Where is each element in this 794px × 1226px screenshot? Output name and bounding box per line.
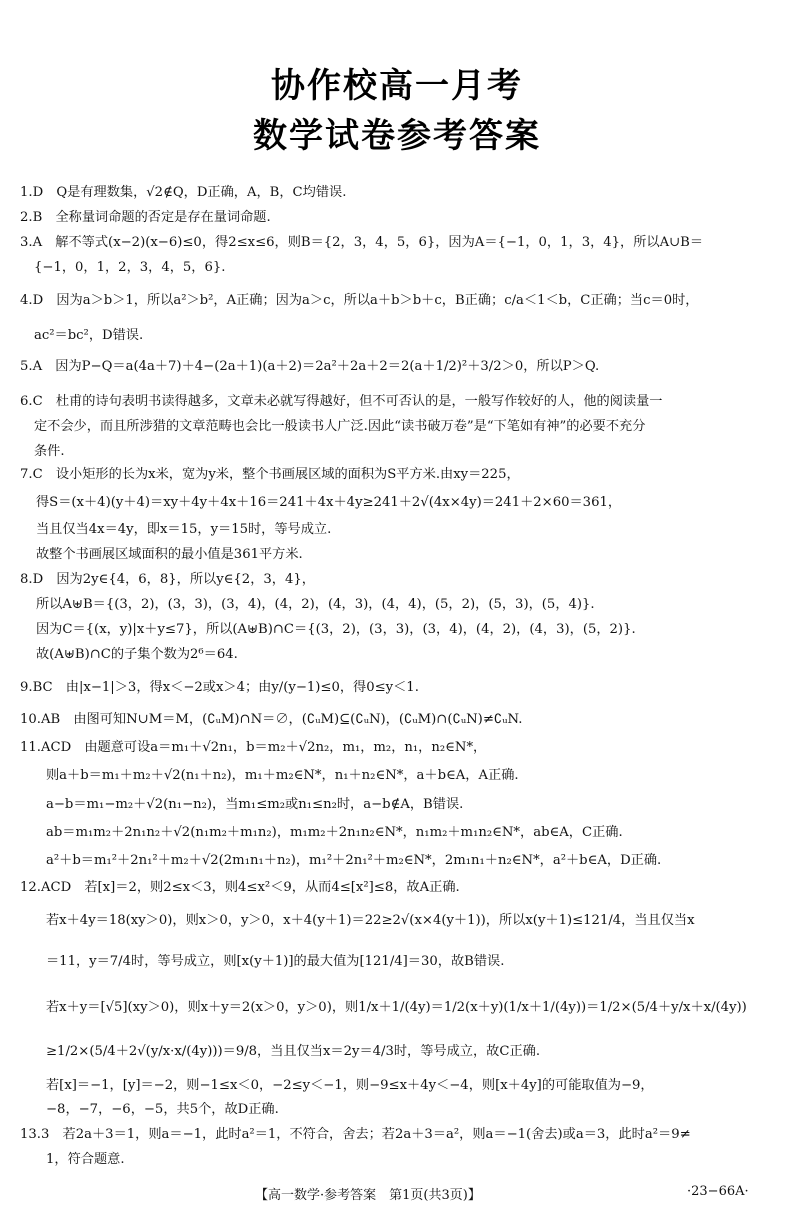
answer-line: 8.D 因为2y∈{4，6，8}，所以y∈{2，3，4}，: [20, 572, 315, 587]
answer-line: 当且仅当4x＝4y，即x＝15，y＝15时，等号成立.: [36, 522, 332, 537]
answer-line: 6.C 杜甫的诗句表明书读得越多，文章未必就写得越好，但不可否认的是，一般写作较好的人，他的阅读量一: [20, 394, 663, 409]
title-line-1: 协作校高一月考: [271, 66, 523, 106]
page-footer: 【高一数学·参考答案 第1页(共3页)】: [255, 1188, 481, 1203]
answer-line: 得S＝(x＋4)(y＋4)＝xy＋4y＋4x＋16＝241＋4x＋4y≥241＋2√(4x×4y)＝241＋2×60＝361，: [36, 495, 622, 510]
answer-line: 故整个书画展区域面积的最小值是361平方米.: [36, 547, 303, 562]
title-line-2: 数学试卷参考答案: [253, 116, 541, 156]
answer-line: 因为C＝{(x，y)|x＋y≤7}，所以(A⊎B)∩C＝{(3，2)，(3，3)，(3，4)，(4，2)，(4，3)，(5，2)}.: [36, 622, 636, 637]
answer-line: {−1，0，1，2，3，4，5，6}.: [34, 260, 226, 275]
answer-line: 3.A 解不等式(x−2)(x−6)≤0，得2≤x≤6，则B＝{2，3，4，5，6}，因为A＝{−1，0，1，3，4}，所以A∪B＝: [20, 235, 704, 250]
answer-line: 7.C 设小矩形的长为x米，宽为y米，整个书画展区域的面积为S平方米.由xy＝225，: [20, 467, 520, 482]
answer-line: ab＝m₁m₂＋2n₁n₂＋√2(n₁m₂＋m₁n₂)，m₁m₂＋2n₁n₂∈N*，n₁m₂＋m₁n₂∈N*，ab∈A，C正确.: [46, 825, 623, 840]
answer-line: a²＋b＝m₁²＋2n₁²＋m₂＋√2(2m₁n₁＋n₂)，m₁²＋2n₁²＋m₂∈N*，2m₁n₁＋n₂∈N*，a²＋b∈A，D正确.: [46, 853, 662, 868]
answer-line: 所以A⊎B＝{(3，2)，(3，3)，(3，4)，(4，2)，(4，3)，(4，4)，(5，2)，(5，3)，(5，4)}.: [36, 597, 595, 612]
answer-line: 1，符合题意.: [46, 1152, 125, 1167]
answer-line: 条件.: [34, 444, 65, 459]
answer-line: 9.BC 由|x−1|＞3，得x＜−2或x＞4；由y/(y−1)≤0，得0≤y＜1.: [20, 680, 419, 695]
answer-line: 2.B 全称量词命题的否定是存在量词命题.: [20, 210, 271, 225]
answer-line: 13.3 若2a＋3＝1，则a＝−1，此时a²＝1，不符合，舍去；若2a＋3＝a²，则a＝−1(舍去)或a＝3，此时a²＝9≠: [20, 1127, 691, 1142]
answer-line: ≥1/2×(5/4＋2√(y/x·x/(4y)))＝9/8，当且仅当x＝2y＝4/3时，等号成立，故C正确.: [46, 1044, 541, 1059]
answer-line: 若x＋y＝[√5](xy＞0)，则x＋y＝2(x＞0，y＞0)，则1/x＋1/(4y)＝1/2(x＋y)(1/x＋1/(4y))＝1/2×(5/4＋y/x＋x/(4y)): [46, 1000, 747, 1015]
answer-line: 12.ACD 若[x]＝2，则2≤x＜3，则4≤x²＜9，从而4≤[x²]≤8，故A正确.: [20, 880, 460, 895]
answer-line: ＝11，y＝7/4时，等号成立，则[x(y＋1)]的最大值为[121/4]＝30，故B错误.: [46, 954, 505, 969]
answer-line: a−b＝m₁−m₂＋√2(n₁−n₂)，当m₁≤m₂或n₁≤n₂时，a−b∉A，B错误.: [46, 797, 464, 812]
answer-line: 定不会少，而且所涉猎的文章范畴也会比一般读书人广泛.因此“读书破万卷”是“下笔如有神”的必要不充分: [34, 419, 646, 434]
document-code: ·23−66A·: [687, 1184, 749, 1199]
answer-line: ac²＝bc²，D错误.: [34, 328, 144, 343]
answer-line: 则a＋b＝m₁＋m₂＋√2(n₁＋n₂)，m₁＋m₂∈N*，n₁＋n₂∈N*，a＋b∈A，A正确.: [46, 768, 519, 783]
answer-line: 10.AB 由图可知N∪M＝M，(∁ᵤM)∩N＝∅，(∁ᵤM)⊆(∁ᵤN)，(∁ᵤM)∩(∁ᵤN)≠∁ᵤN.: [20, 712, 523, 727]
answer-line: 4.D 因为a＞b＞1，所以a²＞b²，A正确；因为a＞c，所以a＋b＞b＋c，B正确；c/a＜1＜b，C正确；当c＝0时，: [20, 293, 699, 308]
answer-line: 11.ACD 由题意可设a＝m₁＋√2n₁，b＝m₂＋√2n₂，m₁，m₂，n₁，n₂∈N*，: [20, 740, 487, 755]
answer-line: 故(A⊎B)∩C的子集个数为2⁶＝64.: [36, 647, 238, 662]
answer-line: −8，−7，−6，−5，共5个，故D正确.: [46, 1102, 279, 1117]
answer-line: 5.A 因为P−Q＝a(4a＋7)＋4−(2a＋1)(a＋2)＝2a²＋2a＋2＝2(a＋1/2)²＋3/2＞0，所以P＞Q.: [20, 359, 600, 374]
answer-line: 若[x]＝−1，[y]＝−2，则−1≤x＜0，−2≤y＜−1，则−9≤x＋4y＜−4，则[x＋4y]的可能取值为−9，: [46, 1078, 654, 1093]
answer-line: 1.D Q是有理数集，√2∉Q，D正确，A，B，C均错误.: [20, 185, 347, 200]
answer-line: 若x＋4y＝18(xy＞0)，则x＞0，y＞0，x＋4(y＋1)＝22≥2√(x×4(y＋1))，所以x(y＋1)≤121/4，当且仅当x: [46, 913, 695, 928]
